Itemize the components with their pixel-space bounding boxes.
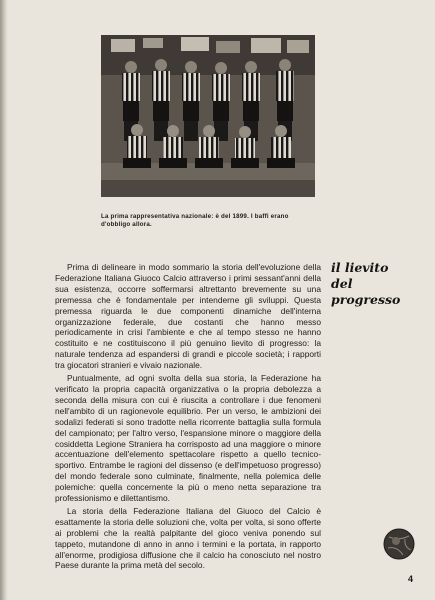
page-edge-shadow (0, 0, 8, 600)
team-photo (101, 35, 315, 197)
article-body (55, 262, 321, 573)
section-title-line: del (331, 276, 353, 291)
section-title (331, 260, 421, 308)
section-title-line: il lievito (331, 260, 389, 275)
paragraph: Prima di delineare in modo sommario la storia dell'evoluzione della Federazione Italiana Giuoco Calcio attraverso i primi sessant'anni della sua esistenza, occorre soffermarsi altrettanto brevemente su una premessa che è fondamentale per intenderne gli sviluppi. Questa premessa riguarda le due componenti dinamiche dell'interna organizzazione federale, due costanti che hanno messo periodicamente in crisi l'ambiente e che al tempo stesso ne hanno costituito e ne costituiscono il più genuino lievito di progresso: la naturale tendenza ad espandersi di grandi e piccole società; i rapporti tra giocatori stranieri e vivaio nazionale. (55, 262, 321, 371)
football-icon (383, 528, 415, 560)
section-title-line: progresso (331, 292, 401, 307)
paragraph: La storia della Federazione Italiana del Giuoco del Calcio è esattamente la storia delle soluzioni che, volta per volta, si sono offerte ai problemi che la realtà palpitante del gioco veniva ponendo sul tappeto, mutandone di anno in anno i termini e la portata, in rapporto all'enorme, prodigiosa diffusione che il calcio ha conosciuto nel nostro Paese durante la prima metà del secolo. (55, 505, 321, 571)
paragraph: Puntualmente, ad ogni svolta della sua storia, la Federazione ha verificato la propria capacità organizzativa o la propria debolezza a seconda della misura con cui è riuscita a controllare i due fenomeni nell'ambito di un ragionevole equilibrio. Per un verso, le ambizioni dei sodalizi federati si sono tradotte nella ricorrente battaglia sulla formula del campionato; per l'altro verso, l'espansione minore o maggiore della cosiddetta Legione Straniera ha corrisposto ad una maggiore o minore accentuazione dell'elemento spettacolare rispetto a quello tecnico-sportivo. Entrambe le ragioni del dissenso (e dell'impetuoso progresso) del mondo federale sono culminate, finalmente, nella polemica delle polemiche: quella concernente la più o meno netta separazione tra professionismo e dilettantismo. (55, 373, 321, 504)
page-number: 4 (408, 574, 414, 584)
photo-caption: La prima rappresentativa nazionale: è del 1899. I baffi erano d'obbligo allora. (101, 213, 289, 228)
